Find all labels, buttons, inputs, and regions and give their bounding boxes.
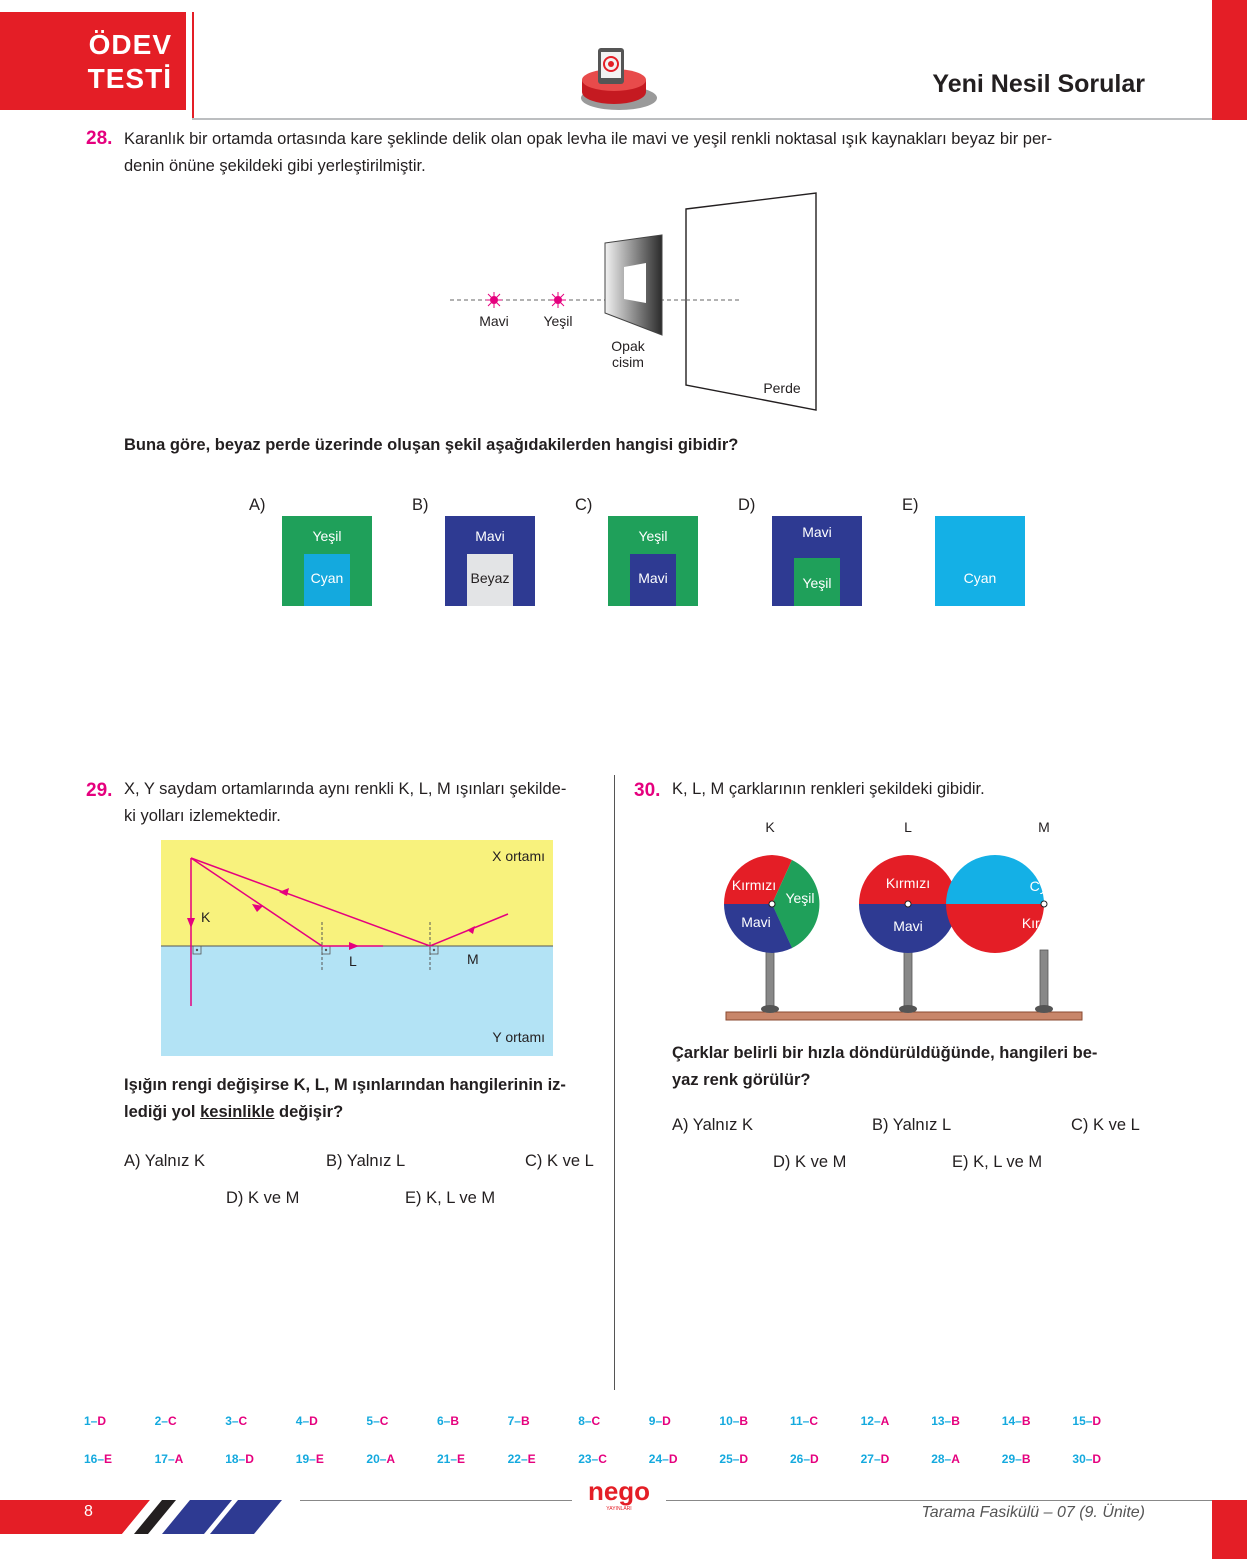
q29-number: 29. [86, 780, 113, 801]
fig-label-perde: Perde [763, 380, 801, 396]
answer-key-item: 12–A [860, 1414, 890, 1428]
option-inner-square [957, 554, 1003, 606]
answer-key-item: 17–A [154, 1452, 184, 1466]
wheel-m [946, 855, 1047, 953]
q28-question: Buna göre, beyaz perde üzerinde oluşan şekil aşağıdakilerden hangisi gibidir? [124, 436, 739, 454]
answer-key-item: 26–D [790, 1452, 819, 1466]
q30-choice-c[interactable]: C) K ve L [1071, 1116, 1140, 1134]
answer-key-item: 4–D [295, 1414, 318, 1428]
fig-label-yesil: Yeşil [543, 313, 573, 329]
answer-key-item: 13–B [931, 1414, 960, 1428]
option-inner-square [467, 554, 513, 606]
answer-key-item: 10–B [719, 1414, 749, 1428]
answer-key-item: 6–B [437, 1414, 460, 1428]
medium-label-x: X ortamı [492, 848, 545, 864]
badge-line-1: ÖDEV [88, 29, 172, 60]
answer-key-item: 18–D [225, 1452, 254, 1466]
option-inner-label: Yeşil [802, 575, 832, 591]
ray-label-l: L [349, 953, 357, 969]
wheel-label-l: L [904, 819, 912, 835]
wheel-m-red-label: Kırmızı [1021, 915, 1067, 931]
option-inner-square [794, 558, 840, 606]
section-title: Yeni Nesil Sorular [932, 70, 1145, 98]
answer-key-item: 8–C [578, 1414, 601, 1428]
answer-key-item: 24–D [648, 1452, 678, 1466]
fig-label-mavi: Mavi [479, 313, 509, 329]
wheel-label-m: M [1038, 819, 1050, 835]
q29-question-line1: Işığın rengi değişirse K, L, M ışınlarından hangilerinin iz- [124, 1076, 566, 1094]
green-light-source [550, 292, 566, 308]
ray-label-m: M [467, 951, 479, 967]
option-inner-label: Beyaz [470, 570, 510, 586]
option-outer-label: Yeşil [638, 528, 668, 544]
q29-text-line2: ki yolları izlemektedir. [124, 807, 281, 825]
publisher-logo [572, 1476, 666, 1516]
wheel-l-red-label: Kırmızı [885, 875, 931, 891]
wheel-k-green-label: Yeşil [785, 890, 815, 906]
answer-key-item: 1–D [84, 1414, 107, 1428]
fig-label-opak: Opak [611, 338, 645, 354]
q29-question-part-c: değişir? [274, 1103, 344, 1121]
answer-key-item: 28–A [931, 1452, 960, 1466]
q30-choice-d[interactable]: D) K ve M [773, 1153, 847, 1171]
q28-text [124, 126, 1154, 180]
q29-question-part-a: lediği yol [124, 1103, 201, 1121]
q29-choice-d[interactable]: D) K ve M [226, 1189, 300, 1207]
wheel-label-k: K [765, 819, 775, 835]
q29-question-emphasis: kesinlikle [200, 1103, 275, 1121]
right-accent-strip [1212, 0, 1247, 120]
answer-key-item: 9–D [648, 1414, 671, 1428]
page-number: 8 [84, 1503, 93, 1520]
answer-key-item: 16–E [84, 1452, 113, 1466]
q28-option-b-letter[interactable]: B) [412, 496, 429, 514]
answer-key-item: 30–D [1072, 1452, 1102, 1466]
column-divider [614, 775, 615, 1390]
answer-key-item: 5–C [366, 1414, 389, 1428]
q28-option-c-letter[interactable]: C) [575, 496, 593, 514]
q28-number: 28. [86, 128, 113, 149]
answer-key-item: 21–E [437, 1452, 466, 1466]
q29-choice-c[interactable]: C) K ve L [525, 1152, 594, 1170]
answer-key-item: 19–E [295, 1452, 324, 1466]
option-outer-label: Mavi [475, 528, 505, 544]
answer-key-item: 22–E [507, 1452, 536, 1466]
q30-number: 30. [634, 780, 661, 801]
wheel-l [859, 855, 957, 953]
q29-text-line1: X, Y saydam ortamlarında aynı renkli K, L, M ışınları şekilde- [124, 780, 567, 798]
answer-key-item: 25–D [719, 1452, 749, 1466]
q30-question-line1: Çarklar belirli bir hızla döndürüldüğünde, hangileri be- [672, 1044, 1098, 1062]
q28-option-e-letter[interactable]: E) [902, 496, 919, 514]
q30-text: K, L, M çarklarının renkleri şekildeki gibidir. [672, 780, 985, 798]
publisher-logo-sub: YAYINLARI [606, 1506, 632, 1512]
answer-key-item: 23–C [578, 1452, 607, 1466]
wheel-m-cyan-label: Cyan [1029, 878, 1063, 894]
q30-figure [720, 812, 1090, 1024]
q28-option-d[interactable] [772, 516, 862, 606]
q29-question [124, 1072, 604, 1126]
blue-light-source [486, 292, 502, 308]
q30-question [672, 1040, 1152, 1094]
wheel-k-blue-label: Mavi [741, 914, 771, 930]
q29-text [124, 776, 604, 830]
option-inner-label: Cyan [310, 570, 344, 586]
q28-option-d-letter[interactable]: D) [738, 496, 756, 514]
q28-option-c[interactable] [608, 516, 698, 606]
badge-line-2: TESTİ [87, 63, 172, 94]
option-inner-square [630, 554, 676, 606]
q28-text-line2: denin önüne şekildeki gibi yerleştirilmiştir. [124, 157, 426, 175]
q30-choice-a[interactable]: A) Yalnız K [672, 1116, 754, 1134]
option-inner-square [304, 554, 350, 606]
option-outer-label: Mavi [802, 524, 832, 540]
q29-question-line2 [124, 1099, 604, 1126]
wheel-l-blue-label: Mavi [893, 918, 923, 934]
q28-text-line1: Karanlık bir ortamda ortasında kare şeklinde delik olan opak levha ile mavi ve yeşil renkli noktasal ışık kaynakları beyaz bir per- [124, 130, 1053, 148]
q28-option-b[interactable] [445, 516, 535, 606]
answer-key-item: 29–B [1001, 1452, 1031, 1466]
answer-key-item: 7–B [507, 1414, 530, 1428]
q29-figure [161, 840, 553, 1056]
q29-choice-b[interactable]: B) Yalnız L [326, 1152, 406, 1170]
q30-choice-e[interactable]: E) K, L ve M [952, 1153, 1043, 1171]
right-accent-strip-bottom [1212, 1500, 1247, 1559]
answer-key-item: 11–C [790, 1414, 819, 1428]
answer-key-item: 27–D [860, 1452, 890, 1466]
header-divider [192, 118, 1212, 120]
option-outer-label: Yeşil [312, 528, 342, 544]
q28-figure [440, 185, 840, 415]
option-inner-label: Cyan [963, 570, 997, 586]
answer-key-row-1 [80, 1414, 1140, 1432]
footer-line [300, 1500, 1212, 1501]
q30-choice-b[interactable]: B) Yalnız L [872, 1116, 952, 1134]
smartphone-target-icon [578, 42, 660, 112]
ray-label-k: K [201, 909, 211, 925]
answer-key-item: 2–C [154, 1414, 177, 1428]
answer-key-item: 14–B [1001, 1414, 1031, 1428]
wheel-k-red-label: Kırmızı [731, 877, 777, 893]
answer-key-item: 20–A [366, 1452, 396, 1466]
answer-key-row-2 [80, 1452, 1140, 1470]
medium-label-y: Y ortamı [492, 1029, 545, 1045]
answer-key-item: 15–D [1072, 1414, 1102, 1428]
footer-stripes [0, 1500, 300, 1540]
q30-question-line2: yaz renk görülür? [672, 1071, 811, 1089]
answer-key-item: 3–C [225, 1414, 248, 1428]
q28-option-a-letter[interactable]: A) [249, 496, 266, 514]
badge-rule [192, 12, 194, 120]
q28-option-e[interactable] [935, 516, 1025, 606]
publisher-logo-text: nego [587, 1476, 651, 1506]
q29-choice-e[interactable]: E) K, L ve M [405, 1189, 496, 1207]
fig-label-cisim: cisim [612, 354, 644, 370]
q28-option-a[interactable] [282, 516, 372, 606]
book-title: Tarama Fasikülü – 07 (9. Ünite) [921, 1504, 1145, 1521]
header-badge [0, 12, 186, 110]
option-inner-label: Mavi [638, 570, 668, 586]
q29-choice-a[interactable]: A) Yalnız K [124, 1152, 206, 1170]
